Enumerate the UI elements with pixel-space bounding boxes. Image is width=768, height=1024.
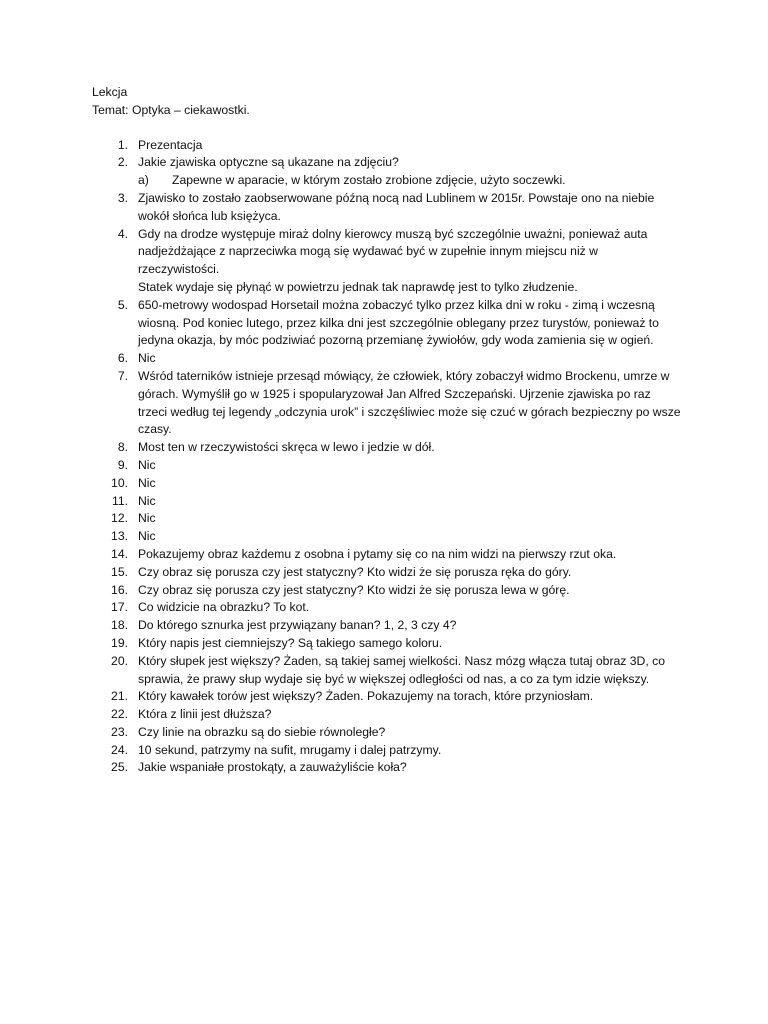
list-item (92, 350, 682, 368)
list-number: 3. (117, 190, 128, 205)
list-item-text: Most ten w rzeczywistości skręca w lewo i jedzie w dół. (138, 440, 435, 455)
list-item-text: Nic (138, 511, 156, 526)
list-item-text: Która z linii jest dłuższa? (138, 707, 272, 722)
list-item-text: 650-metrowy wodospad Horsetail można zobaczyć tylko przez kilka dni w roku - zimą i wczesną wiosną. Pod koniec lutego, przez kilka dni jest szczególnie oblegany przez turystów, ponieważ to jedyna okazja, by móc podziwiać pozorną przemianę żywiołów, gdy woda zamienia się w ogień. (138, 297, 659, 348)
list-item-text: Wśród taterników istnieje przesąd mówiący, że człowiek, który zobaczył widmo Brockenu, umrze w górach. Wymyślił go w 1925 i spopularyzował Jan Alfred Szczepański. Ujrzenie zjawiska po raz trzeci według tej legendy „odczynia urok” i szczęśliwiec może się czuć w górach bezpieczny po wsze czasy. (138, 368, 681, 437)
numbered-list (92, 137, 682, 279)
list-item (92, 635, 682, 653)
list-number: 24. (111, 742, 128, 757)
list-number: 20. (111, 653, 128, 668)
list-number: 5. (117, 297, 128, 312)
list-item-text: Pokazujemy obraz każdemu z osobna i pytamy się co na nim widzi na pierwszy rzut oka. (138, 546, 617, 561)
list-number: 16. (111, 582, 128, 597)
list-item-text: Jakie zjawiska optyczne są ukazane na zdjęciu? (138, 155, 399, 170)
sub-item-text: Zapewne w aparacie, w którym zostało zrobione zdjęcie, użyto soczewki. (172, 173, 566, 188)
document-topic: Temat: Optyka – ciekawostki. (92, 102, 250, 117)
list-number: 8. (117, 440, 128, 455)
list-item (92, 546, 682, 564)
list-number: 7. (117, 368, 128, 383)
list-item-text: Co widzicie na obrazku? To kot. (138, 600, 310, 615)
sub-item-marker: a) (138, 173, 149, 188)
list-item (92, 137, 682, 155)
list-number: 23. (111, 724, 128, 739)
list-number: 21. (111, 689, 128, 704)
list-item-text: Gdy na drodze występuje miraż dolny kierowcy muszą być szczególnie uważni, ponieważ auta nadjeżdżające z naprzeciwka mogą się wydawać być w zupełnie innym miejscu niż w rzeczywistości. (138, 226, 648, 277)
list-item-text: Nic (138, 493, 156, 508)
list-item (92, 564, 682, 582)
list-item (92, 742, 682, 760)
numbered-list-continued (92, 297, 682, 778)
list-item-text: Czy obraz się porusza czy jest statyczny? Kto widzi że się porusza lewa w górę. (138, 582, 570, 597)
list-number: 18. (111, 618, 128, 633)
list-item-text: Prezentacja (138, 137, 203, 152)
list-item (92, 297, 682, 350)
list-item (92, 226, 682, 279)
list-item-text: Czy obraz się porusza czy jest statyczny? Kto widzi że się porusza ręka do góry. (138, 564, 572, 579)
list-item (92, 475, 682, 493)
list-item-text: Do którego sznurka jest przywiązany banan? 1, 2, 3 czy 4? (138, 618, 457, 633)
list-number: 25. (111, 760, 128, 775)
list-item-text: Jakie wspaniałe prostokąty, a zauważyliście koła? (138, 760, 407, 775)
list-item-text: Nic (138, 457, 156, 472)
list-item-text: Czy linie na obrazku są do siebie równoległe? (138, 724, 386, 739)
list-item (92, 688, 682, 706)
list-item-text: Nic (138, 529, 156, 544)
document-header: Lekcja (92, 85, 128, 99)
list-number: 14. (111, 546, 128, 561)
list-item (92, 154, 682, 190)
list-item (92, 582, 682, 600)
list-item (92, 439, 682, 457)
list-item (92, 653, 682, 689)
list-item (92, 457, 682, 475)
list-number: 4. (117, 226, 128, 241)
list-number: 9. (117, 457, 128, 472)
list-item (92, 599, 682, 617)
list-number: 2. (117, 155, 128, 170)
list-item (92, 493, 682, 511)
list-item (92, 510, 682, 528)
list-number: 12. (111, 511, 128, 526)
list-item (92, 706, 682, 724)
list-continuation-text: Statek wydaje się płynąć w powietrzu jednak tak naprawdę jest to tylko złudzenie. (138, 279, 578, 294)
list-item (92, 759, 682, 777)
document-page (92, 84, 682, 777)
list-item (92, 617, 682, 635)
list-item-text: Który napis jest ciemniejszy? Są takiego samego koloru. (138, 635, 443, 650)
sub-item (138, 172, 682, 190)
list-item-text: Który słupek jest większy? Żaden, są takiej samej wielkości. Nasz mózg włącza tutaj obraz 3D, co sprawia, że prawy słup wydaje się być w większej odległości od nas, a co za tym idzie większy. (138, 653, 665, 686)
list-number: 19. (111, 635, 128, 650)
list-item-text: Zjawisko to zostało zaobserwowane późną nocą nad Lublinem w 2015r. Powstaje ono na niebie wokół słońca lub księżyca. (138, 190, 655, 223)
list-number: 22. (111, 707, 128, 722)
list-number: 13. (111, 529, 128, 544)
list-item-text: 10 sekund, patrzymy na sufit, mrugamy i dalej patrzymy. (138, 742, 442, 757)
list-number: 10. (111, 475, 128, 490)
list-number: 15. (111, 564, 128, 579)
list-number: 17. (111, 600, 128, 615)
list-item-text: Nic (138, 475, 156, 490)
list-item (92, 368, 682, 439)
list-item-text: Który kawałek torów jest większy? Żaden. Pokazujemy na torach, które przyniosłam. (138, 689, 594, 704)
list-number: 1. (117, 137, 128, 152)
list-item (92, 528, 682, 546)
list-item-text: Nic (138, 351, 156, 366)
list-number: 6. (117, 351, 128, 366)
list-number: 11. (111, 493, 128, 508)
list-item (92, 724, 682, 742)
list-item (92, 190, 682, 226)
